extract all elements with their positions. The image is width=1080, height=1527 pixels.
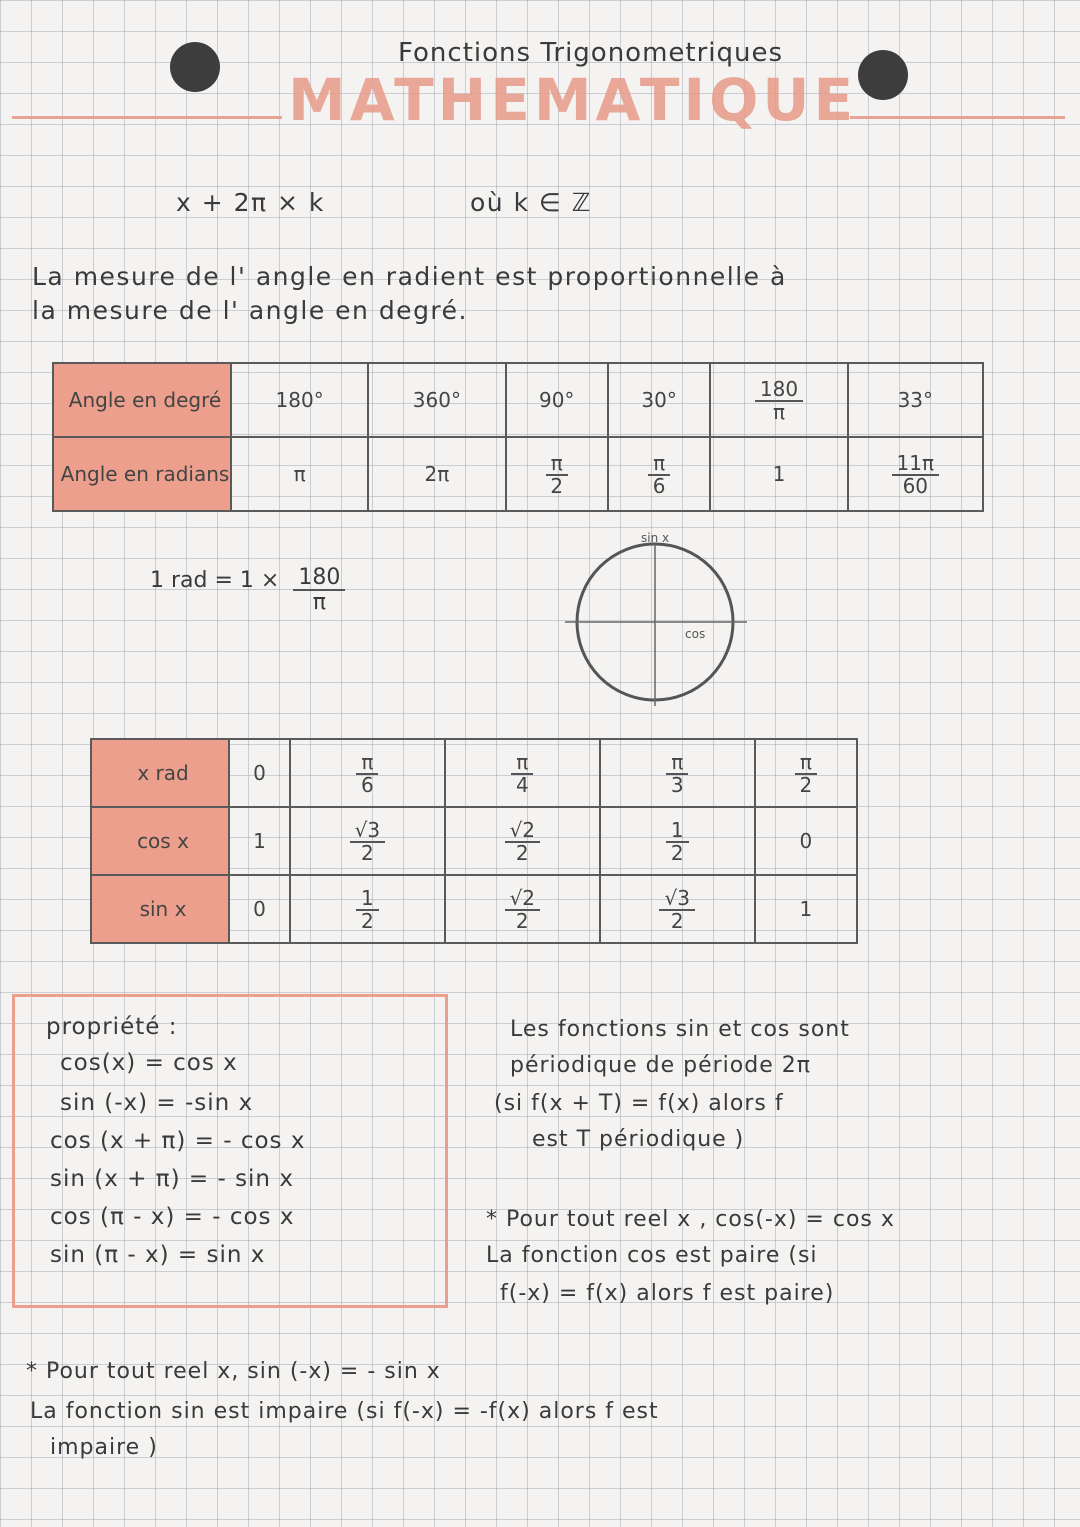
frac-den: 4 bbox=[515, 773, 529, 797]
intro-line-1: La mesure de l' angle en radient est proportionnelle à bbox=[32, 262, 787, 291]
row-header-sin: sin x bbox=[91, 875, 229, 943]
rad-cell: π bbox=[231, 437, 368, 511]
properties-title: propriété : bbox=[46, 1014, 178, 1040]
rad-formula-left: 1 rad = 1 × bbox=[150, 568, 280, 593]
cos-even-line: f(-x) = f(x) alors f est paire) bbox=[500, 1281, 835, 1306]
frac-den: 2 bbox=[670, 841, 684, 865]
frac-den: 3 bbox=[670, 773, 684, 797]
row-header-degree: Angle en degré bbox=[53, 363, 231, 437]
frac-num: π bbox=[356, 752, 378, 775]
page-title: MATHEMATIQUE bbox=[288, 66, 858, 134]
trig-circle-diagram bbox=[555, 530, 755, 710]
periodic-line: (si f(x + T) = f(x) alors f bbox=[494, 1091, 784, 1116]
sin-cell bbox=[290, 875, 445, 943]
page-subtitle: Fonctions Trigonometriques bbox=[398, 38, 784, 68]
frac-num: √2 bbox=[505, 888, 540, 911]
frac-den: 6 bbox=[361, 773, 374, 797]
property-line: sin (x + π) = - sin x bbox=[50, 1166, 294, 1192]
conversion-table bbox=[52, 362, 984, 512]
binder-hole-right bbox=[858, 50, 908, 100]
frac-num: π bbox=[546, 453, 568, 476]
rad-cell-fraction bbox=[506, 437, 608, 511]
rad-formula-num: 180 bbox=[293, 566, 345, 591]
deg-cell: 33° bbox=[848, 363, 983, 437]
rad-formula-den: π bbox=[312, 590, 326, 616]
periodic-line: est T périodique ) bbox=[532, 1127, 745, 1152]
property-line: sin (-x) = -sin x bbox=[60, 1090, 254, 1116]
frac-num: √2 bbox=[505, 820, 540, 843]
intro-line-2: la mesure de l' angle en degré. bbox=[32, 296, 468, 325]
sin-cell: 0 bbox=[229, 875, 290, 943]
sin-odd-line: impaire ) bbox=[50, 1435, 158, 1460]
frac-den: 2 bbox=[515, 841, 529, 865]
frac-num: √3 bbox=[350, 820, 385, 843]
property-line: cos(x) = cos x bbox=[60, 1050, 238, 1076]
sin-odd-line: La fonction sin est impaire (si f(-x) = -f(x) alors f est bbox=[30, 1399, 659, 1424]
rad-cell: 1 bbox=[710, 437, 847, 511]
cos-cell bbox=[600, 807, 755, 875]
frac-den: 2 bbox=[670, 909, 684, 933]
frac-den: π bbox=[772, 400, 785, 424]
property-line: cos (π - x) = - cos x bbox=[50, 1204, 295, 1230]
frac-num: 11π bbox=[892, 453, 940, 476]
frac-den: 2 bbox=[799, 773, 813, 797]
frac-num: π bbox=[666, 752, 688, 775]
rad-cell: 2π bbox=[368, 437, 505, 511]
title-rule-right bbox=[850, 116, 1065, 119]
sin-cell bbox=[445, 875, 600, 943]
frac-den: 6 bbox=[652, 474, 666, 498]
deg-cell-fraction bbox=[710, 363, 847, 437]
row-header-radians: Angle en radians bbox=[53, 437, 231, 511]
frac-den: 60 bbox=[902, 474, 929, 498]
frac-den: 2 bbox=[550, 474, 564, 498]
deg-cell: 180° bbox=[231, 363, 368, 437]
frac-den: 2 bbox=[515, 909, 529, 933]
cos-even-line: * Pour tout reel x , cos(-x) = cos x bbox=[486, 1207, 895, 1232]
cos-cell bbox=[445, 807, 600, 875]
deg-cell: 360° bbox=[368, 363, 505, 437]
binder-hole-left bbox=[170, 42, 220, 92]
sin-axis-label: sin x bbox=[641, 531, 670, 545]
sin-cell bbox=[600, 875, 755, 943]
frac-num: 1 bbox=[666, 820, 689, 843]
x-cell bbox=[755, 739, 857, 807]
trig-values-table bbox=[90, 738, 858, 944]
cos-axis-label: cos bbox=[685, 627, 706, 641]
x-cell bbox=[600, 739, 755, 807]
cos-even-line: La fonction cos est paire (si bbox=[486, 1243, 818, 1268]
frac-num: 180 bbox=[755, 379, 803, 402]
frac-num: √3 bbox=[659, 888, 694, 911]
property-line: cos (x + π) = - cos x bbox=[50, 1128, 306, 1154]
row-header-cos: cos x bbox=[91, 807, 229, 875]
deg-cell: 30° bbox=[608, 363, 710, 437]
cos-cell: 1 bbox=[229, 807, 290, 875]
row-header-x: x rad bbox=[91, 739, 229, 807]
formula-right: où k ∈ ℤ bbox=[470, 188, 592, 217]
sin-odd-line: * Pour tout reel x, sin (-x) = - sin x bbox=[26, 1359, 441, 1384]
rad-cell-fraction bbox=[608, 437, 710, 511]
deg-cell: 90° bbox=[506, 363, 608, 437]
frac-num: π bbox=[511, 752, 533, 775]
periodic-line: Les fonctions sin et cos sont bbox=[510, 1017, 850, 1042]
rad-formula bbox=[150, 566, 345, 614]
cos-cell: 0 bbox=[755, 807, 857, 875]
x-cell: 0 bbox=[229, 739, 290, 807]
cos-cell bbox=[290, 807, 445, 875]
formula-left: x + 2π × k bbox=[176, 188, 325, 217]
frac-den: 2 bbox=[361, 841, 374, 865]
sin-cell: 1 bbox=[755, 875, 857, 943]
property-line: sin (π - x) = sin x bbox=[50, 1242, 266, 1268]
x-cell bbox=[290, 739, 445, 807]
frac-num: 1 bbox=[356, 888, 379, 911]
frac-num: π bbox=[795, 752, 817, 775]
frac-num: π bbox=[648, 453, 670, 476]
x-cell bbox=[445, 739, 600, 807]
frac-den: 2 bbox=[361, 909, 374, 933]
periodic-line: périodique de période 2π bbox=[510, 1053, 811, 1078]
rad-cell-fraction bbox=[848, 437, 983, 511]
title-rule-left bbox=[12, 116, 282, 119]
